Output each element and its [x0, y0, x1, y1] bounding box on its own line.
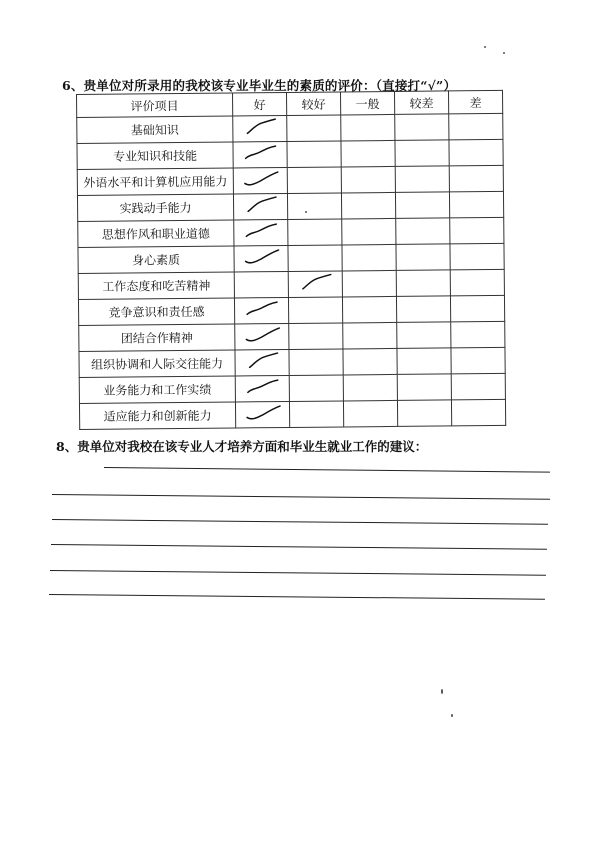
checkmark-icon	[295, 272, 339, 294]
checkmark-icon	[241, 325, 285, 347]
header-bad: 差	[448, 90, 502, 114]
rating-cell-poor[interactable]	[397, 322, 451, 349]
table-row	[78, 243, 504, 273]
header-poor: 较差	[394, 91, 448, 115]
evaluation-item: 适应能力和创新能力	[79, 402, 235, 429]
rating-cell-good[interactable]	[234, 245, 288, 272]
rating-cell-good[interactable]	[233, 193, 287, 220]
scan-speck	[451, 714, 453, 717]
rating-cell-poor[interactable]	[395, 140, 449, 167]
scan-speck	[503, 52, 505, 54]
table-row	[79, 373, 505, 403]
rating-cell-average[interactable]	[341, 114, 395, 141]
checkmark-icon	[239, 143, 283, 165]
rating-cell-good[interactable]	[233, 141, 287, 168]
scan-speck	[305, 211, 307, 213]
rating-cell-fairly-good[interactable]	[288, 219, 342, 246]
rating-cell-average[interactable]	[342, 244, 396, 271]
rating-cell-poor[interactable]	[396, 244, 450, 271]
rating-cell-average[interactable]	[343, 374, 397, 401]
table-row	[77, 139, 503, 169]
checkmark-icon	[241, 351, 285, 373]
rating-cell-fairly-good[interactable]	[287, 167, 341, 194]
rating-cell-poor[interactable]	[395, 192, 449, 219]
rating-cell-average[interactable]	[343, 400, 397, 427]
rating-cell-bad[interactable]	[449, 139, 503, 166]
rating-cell-fairly-good[interactable]	[288, 297, 342, 324]
checkmark-icon	[239, 117, 283, 139]
evaluation-item: 专业知识和技能	[77, 142, 233, 169]
table-row	[77, 165, 503, 195]
rating-cell-average[interactable]	[342, 270, 396, 297]
evaluation-table	[76, 90, 506, 430]
rating-cell-fairly-good[interactable]	[287, 193, 341, 220]
rating-cell-poor[interactable]	[395, 166, 449, 193]
checkmark-icon	[242, 377, 286, 399]
rating-cell-average[interactable]	[343, 322, 397, 349]
table-row	[78, 269, 504, 299]
table-row	[78, 217, 504, 247]
table-row	[77, 113, 503, 143]
evaluation-item: 团结合作精神	[79, 324, 235, 351]
rating-cell-good[interactable]	[235, 401, 289, 428]
rating-cell-bad[interactable]	[449, 191, 503, 218]
header-item: 评价项目	[77, 93, 233, 117]
rating-cell-fairly-good[interactable]	[288, 245, 342, 272]
evaluation-item: 竞争意识和责任感	[78, 298, 234, 325]
rating-cell-average[interactable]	[342, 218, 396, 245]
evaluation-item: 组织协调和人际交往能力	[79, 350, 235, 377]
rating-cell-poor[interactable]	[397, 348, 451, 375]
rating-cell-poor[interactable]	[397, 400, 451, 427]
evaluation-item: 业务能力和工作实绩	[79, 376, 235, 403]
rating-cell-average[interactable]	[343, 348, 397, 375]
table-row	[79, 399, 505, 429]
rating-cell-fairly-good[interactable]	[288, 271, 342, 298]
rating-cell-fairly-good[interactable]	[289, 323, 343, 350]
evaluation-item: 思想作风和职业道德	[78, 220, 234, 247]
rating-cell-good[interactable]	[233, 115, 287, 142]
rating-cell-bad[interactable]	[450, 295, 504, 322]
question-6-title: 6、贵单位对所录用的我校该专业毕业生的素质的评价：（直接打“√”）	[62, 78, 457, 93]
question-8-title: 8、贵单位对我校在该专业人才培养方面和毕业生就业工作的建议：	[56, 439, 428, 454]
evaluation-item: 实践动手能力	[77, 194, 233, 221]
header-fairly-good: 较好	[286, 92, 340, 116]
rating-cell-average[interactable]	[342, 296, 396, 323]
rating-cell-good[interactable]	[234, 297, 288, 324]
rating-cell-good[interactable]	[235, 375, 289, 402]
checkmark-icon	[242, 403, 286, 425]
rating-cell-poor[interactable]	[397, 374, 451, 401]
checkmark-icon	[240, 247, 284, 269]
answer-line[interactable]	[51, 544, 547, 550]
rating-cell-bad[interactable]	[451, 347, 505, 374]
checkmark-icon	[240, 169, 284, 191]
table-row	[78, 295, 504, 325]
rating-cell-bad[interactable]	[450, 243, 504, 270]
evaluation-item: 身心素质	[78, 246, 234, 273]
evaluation-item: 基础知识	[77, 116, 233, 143]
answer-line[interactable]	[50, 570, 546, 576]
rating-cell-poor[interactable]	[396, 270, 450, 297]
answer-line[interactable]	[49, 594, 545, 600]
answer-line[interactable]	[104, 467, 550, 473]
evaluation-item: 工作态度和吃苦精神	[78, 272, 234, 299]
rating-cell-good[interactable]	[235, 349, 289, 376]
evaluation-item: 外语水平和计算机应用能力	[77, 168, 233, 195]
rating-cell-poor[interactable]	[395, 114, 449, 141]
checkmark-icon	[240, 195, 284, 217]
header-good: 好	[232, 92, 286, 116]
rating-cell-good[interactable]	[233, 167, 287, 194]
rating-cell-average[interactable]	[341, 192, 395, 219]
table-row	[79, 347, 505, 377]
table-row	[79, 321, 505, 351]
rating-cell-bad[interactable]	[451, 399, 505, 426]
answer-line[interactable]	[52, 519, 548, 525]
scan-speck	[441, 689, 443, 694]
scan-speck	[484, 46, 486, 48]
rating-cell-bad[interactable]	[450, 217, 504, 244]
rating-cell-fairly-good[interactable]	[287, 115, 341, 142]
rating-cell-good[interactable]	[234, 271, 288, 298]
checkmark-icon	[240, 221, 284, 243]
rating-cell-good[interactable]	[234, 219, 288, 246]
rating-cell-bad[interactable]	[449, 113, 503, 140]
rating-cell-fairly-good[interactable]	[289, 349, 343, 376]
rating-cell-average[interactable]	[341, 166, 395, 193]
rating-cell-poor[interactable]	[396, 296, 450, 323]
header-average: 一般	[340, 91, 394, 115]
rating-cell-bad[interactable]	[451, 373, 505, 400]
rating-cell-poor[interactable]	[396, 218, 450, 245]
rating-cell-bad[interactable]	[450, 269, 504, 296]
rating-cell-fairly-good[interactable]	[287, 141, 341, 168]
answer-line[interactable]	[52, 494, 550, 500]
rating-cell-fairly-good[interactable]	[289, 401, 343, 428]
rating-cell-fairly-good[interactable]	[289, 375, 343, 402]
rating-cell-bad[interactable]	[449, 165, 503, 192]
rating-cell-bad[interactable]	[451, 321, 505, 348]
rating-cell-good[interactable]	[235, 323, 289, 350]
checkmark-icon	[241, 299, 285, 321]
rating-cell-average[interactable]	[341, 140, 395, 167]
table-row	[77, 191, 503, 221]
